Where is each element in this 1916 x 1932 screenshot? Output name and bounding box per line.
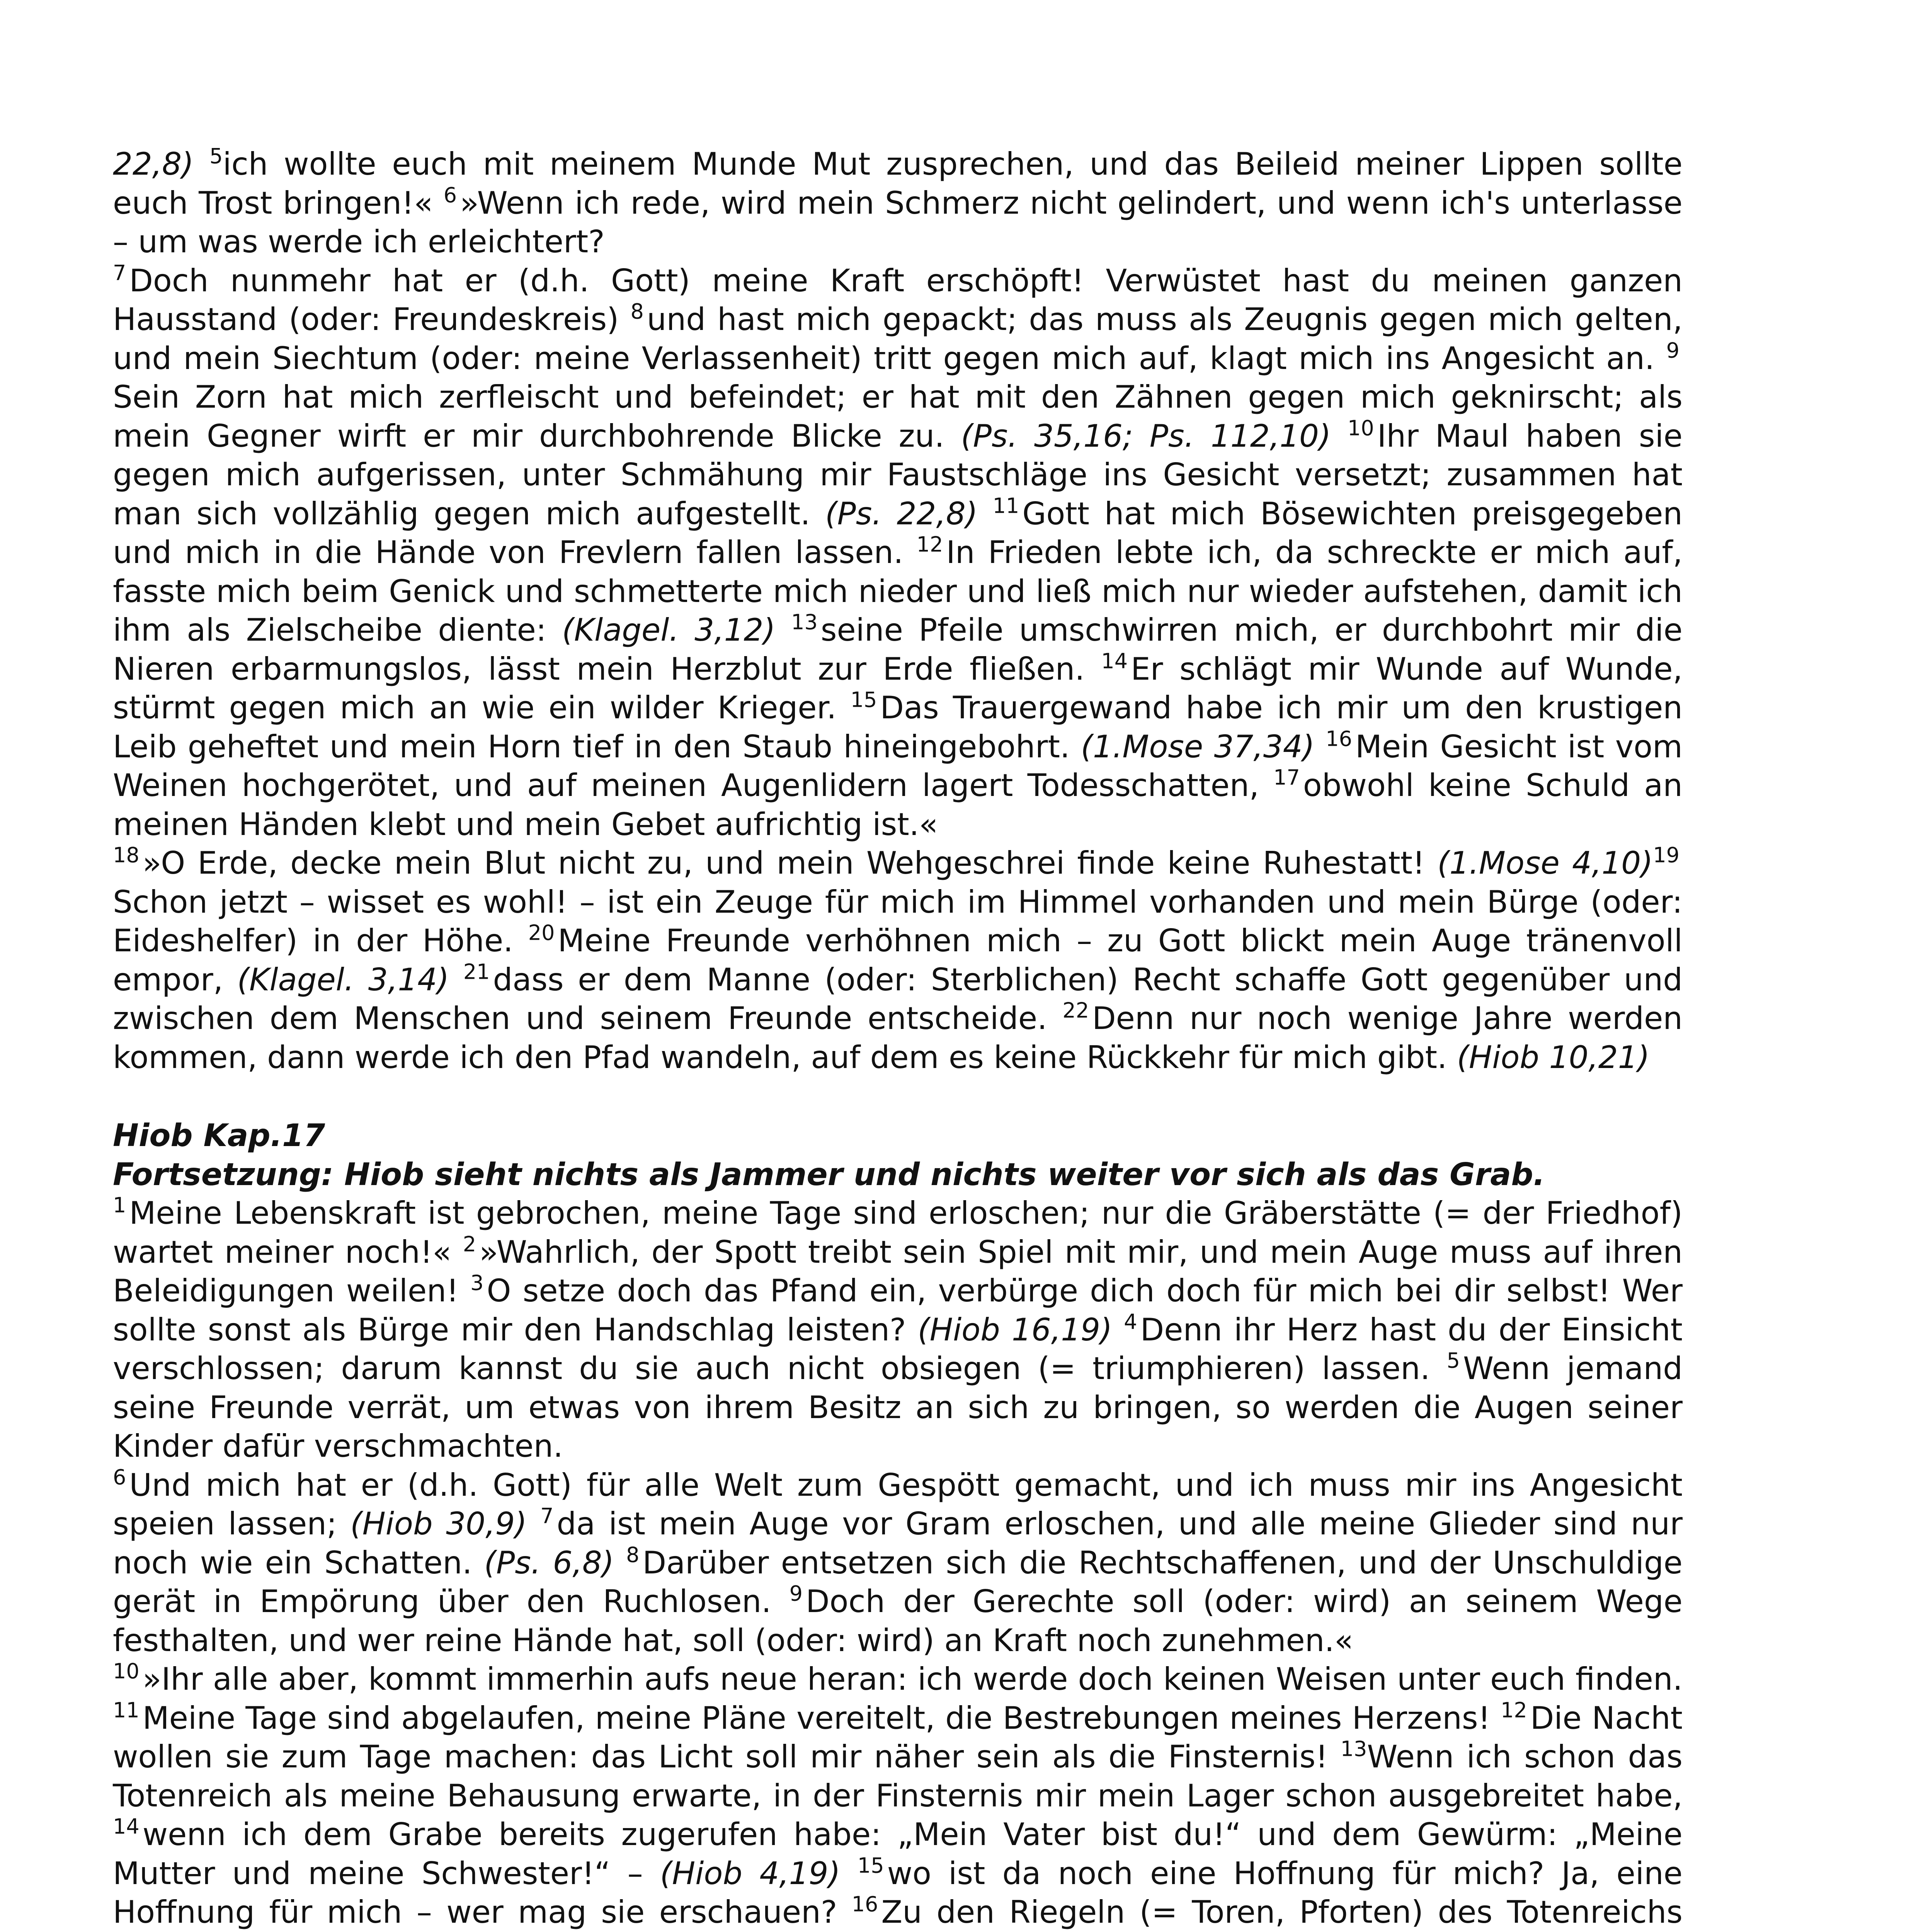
cross-reference: (Hiob 4,19) <box>660 1855 841 1891</box>
verse-number: 14 <box>113 1814 140 1839</box>
verse-text: Das Trauergewand habe ich mir um den krustigen Leib geheftet und mein Horn tief in den Staub hineingebohrt. <box>113 690 1683 765</box>
verse-text: Er schlägt mir Wunde auf Wunde, stürmt gegen mich an wie ein wilder Krieger. <box>113 651 1683 726</box>
verse-text: »O Erde, decke mein Blut nicht zu, und mein Wehgeschrei finde keine Ruhestatt! <box>142 845 1425 881</box>
verse-text: da ist mein Auge vor Gram erloschen, und alle meine Glieder sind nur noch wie ein Schatten. <box>113 1506 1683 1581</box>
verse-text: »Wenn ich rede, wird mein Schmerz nicht gelindert, und wenn ich's unterlasse – um was werde ich erleichtert? <box>113 185 1683 260</box>
verse-number: 19 <box>1653 843 1680 867</box>
verse-text: obwohl keine Schuld an meinen Händen klebt und mein Gebet aufrichtig ist.« <box>113 767 1683 842</box>
cross-reference: (Hiob 16,19) <box>917 1311 1113 1348</box>
verse-number: 6 <box>113 1464 126 1489</box>
cross-reference: (Ps. 22,8) <box>825 495 978 532</box>
paragraph-17-6 <box>113 1466 1683 1660</box>
verse-text: Zu den Riegeln (= Toren, Pforten) des Totenreichs <box>881 1894 1683 1930</box>
verse-text: Mein Gesicht ist vom Weinen hochgerötet, und auf meinen Augenlidern lagert Todesschatten, <box>113 728 1683 803</box>
verse-text: Denn nur noch wenige Jahre werden kommen, dann werde ich den Pfad wandeln, auf dem es keine Rückkehr für mich gibt. <box>113 1000 1683 1075</box>
verse-number: 13 <box>1340 1736 1367 1761</box>
verse-number: 16 <box>1326 726 1352 751</box>
cross-reference: 22,8) <box>113 146 194 182</box>
verse-number: 18 <box>113 843 140 867</box>
verse-number: 8 <box>626 1542 640 1567</box>
verse-text: Wenn jemand seine Freunde verrät, um etwas von ihrem Besitz an sich zu bringen, so werden die Augen seiner Kinder dafür verschmachten. <box>113 1350 1683 1464</box>
paragraph-16-5 <box>113 145 1683 262</box>
verse-number: 15 <box>850 687 877 712</box>
verse-number: 6 <box>443 182 457 207</box>
verse-text: Doch der Gerechte soll (oder: wird) an seinem Wege festhalten, und wer reine Hände hat, soll (oder: wird) an Kraft noch zunehmen.« <box>113 1583 1683 1658</box>
verse-number: 5 <box>1446 1348 1460 1373</box>
verse-text: Meine Freunde verhöhnen mich – zu Gott blickt mein Auge tränenvoll empor, <box>113 923 1683 998</box>
verse-number: 1 <box>113 1193 126 1218</box>
cross-reference: (Hiob 30,9) <box>350 1506 527 1542</box>
verse-number: 11 <box>113 1697 140 1722</box>
cross-reference: (1.Mose 37,34) <box>1081 728 1315 765</box>
verse-text: In Frieden lebte ich, da schreckte er mich auf, fasste mich beim Genick und schmetterte mich nieder und ließ mich nur wieder aufstehen, damit ich ihm als Zielscheibe diente: <box>113 534 1683 648</box>
verse-number: 4 <box>1124 1309 1137 1334</box>
verse-number: 10 <box>113 1659 140 1684</box>
verse-text: Und mich hat er (d.h. Gott) für alle Welt zum Gespött gemacht, und ich muss mir ins Angesicht speien lassen; <box>113 1467 1683 1542</box>
verse-text: Gott hat mich Bösewichten preisgegeben und mich in die Hände von Frevlern fallen lassen. <box>113 495 1683 570</box>
verse-text: Meine Tage sind abgelaufen, meine Pläne vereitelt, die Bestrebungen meines Herzens! <box>142 1700 1491 1736</box>
verse-text: »Ihr alle aber, kommt immerhin aufs neue heran: ich werde doch keinen Weisen unter euch finden. <box>142 1661 1683 1697</box>
verse-number: 22 <box>1062 998 1089 1023</box>
paragraph-17-10 <box>113 1660 1683 1932</box>
verse-number: 5 <box>209 144 223 168</box>
section-spacer <box>113 1077 1683 1116</box>
verse-number: 11 <box>992 493 1019 518</box>
cross-reference: (Klagel. 3,14) <box>237 961 449 998</box>
verse-number: 13 <box>791 610 818 634</box>
verse-number: 12 <box>1501 1697 1527 1722</box>
verse-text: Sein Zorn hat mich zerfleischt und befeindet; er hat mit den Zähnen gegen mich geknirscht; als mein Gegner wirft er mir durchbohrende Blicke zu. <box>113 379 1683 454</box>
paragraph-17-1 <box>113 1194 1683 1466</box>
cross-reference: (Ps. 6,8) <box>484 1544 614 1581</box>
verse-number: 14 <box>1101 648 1128 673</box>
verse-number: 2 <box>463 1231 476 1256</box>
verse-number: 17 <box>1273 765 1300 790</box>
verse-number: 7 <box>540 1503 554 1528</box>
verse-number: 20 <box>528 920 555 945</box>
cross-reference: (Klagel. 3,12) <box>562 612 776 648</box>
verse-text: Wenn ich schon das Totenreich als meine Behausung erwarte, in der Finsternis mir mein Lager schon ausgebreitet habe, <box>113 1739 1683 1814</box>
verse-text: und hast mich gepackt; das muss als Zeugnis gegen mich gelten, und mein Siechtum (oder: meine Verlassenheit) tritt gegen mich auf, klagt mich ins Angesicht an. <box>113 301 1683 376</box>
chapter-title: Hiob Kap.17 <box>113 1117 325 1153</box>
verse-number: 7 <box>113 260 126 285</box>
verse-text: »Wahrlich, der Spott treibt sein Spiel mit mir, und mein Auge muss auf ihren Beleidigungen weilen! <box>113 1234 1683 1309</box>
verse-text: Ihr Maul haben sie gegen mich aufgerissen, unter Schmähung mir Faustschläge ins Gesicht versetzt; zusammen hat man sich vollzählig gegen mich aufgestellt. <box>113 418 1683 532</box>
verse-number: 16 <box>851 1892 878 1917</box>
verse-number: 3 <box>470 1270 484 1295</box>
verse-number: 15 <box>857 1853 884 1878</box>
verse-text: Die Nacht wollen sie zum Tage machen: das Licht soll mir näher sein als die Finsternis! <box>113 1700 1683 1775</box>
verse-number: 9 <box>1666 338 1680 362</box>
verse-text: O setze doch das Pfand ein, verbürge dich doch für mich bei dir selbst! Wer sollte sonst als Bürge mir den Handschlag leisten? <box>113 1273 1683 1348</box>
verse-text: wenn ich dem Grabe bereits zugerufen habe: „Mein Vater bist du!“ und dem Gewürm: „Meine Mutter und meine Schwester!“ – <box>113 1816 1683 1891</box>
page-body <box>113 145 1683 1932</box>
cross-reference: (Hiob 10,21) <box>1457 1039 1650 1075</box>
verse-text: ich wollte euch mit meinem Munde Mut zusprechen, und das Beileid meiner Lippen sollte euch Trost bringen!« <box>113 146 1683 221</box>
verse-text: Darüber entsetzen sich die Rechtschaffenen, und der Unschuldige gerät in Empörung über den Ruchlosen. <box>113 1544 1683 1619</box>
verse-text: dass er dem Manne (oder: Sterblichen) Recht schaffe Gott gegenüber und zwischen dem Menschen und seinem Freunde entscheide. <box>113 961 1683 1036</box>
verse-text: Meine Lebenskraft ist gebrochen, meine Tage sind erloschen; nur die Gräberstätte (= der Friedhof) wartet meiner noch!« <box>113 1195 1683 1270</box>
verse-text: Schon jetzt – wisset es wohl! – ist ein Zeuge für mich im Himmel vorhanden und mein Bürge (oder: Eideshelfer) in der Höhe. <box>113 884 1683 959</box>
cross-reference: (1.Mose 4,10) <box>1437 845 1653 881</box>
paragraph-16-18 <box>113 844 1683 1077</box>
verse-number: 12 <box>916 532 943 557</box>
verse-text: wo ist da noch eine Hoffnung für mich? Ja, eine Hoffnung für mich – wer mag sie erschauen? <box>113 1855 1683 1930</box>
verse-text: Denn ihr Herz hast du der Einsicht verschlossen; darum kannst du sie auch nicht obsiegen (= triumphieren) lassen. <box>113 1311 1683 1386</box>
cross-reference: (Ps. 35,16; Ps. 112,10) <box>961 418 1331 454</box>
verse-number: 9 <box>789 1581 803 1606</box>
verse-number: 21 <box>463 959 490 984</box>
verse-text: seine Pfeile umschwirren mich, er durchbohrt mir die Nieren erbarmungslos, lässt mein Herzblut zur Erde fließen. <box>113 612 1683 687</box>
verse-text: Doch nunmehr hat er (d.h. Gott) meine Kraft erschöpft! Verwüstet hast du meinen ganzen Hausstand (oder: Freundeskreis) <box>113 262 1683 337</box>
verse-number: 8 <box>630 299 644 324</box>
verse-number: 10 <box>1348 415 1374 440</box>
paragraph-16-7 <box>113 262 1683 844</box>
chapter-subtitle: Fortsetzung: Hiob sieht nichts als Jammer und nichts weiter vor sich als das Grab. <box>113 1156 1545 1192</box>
